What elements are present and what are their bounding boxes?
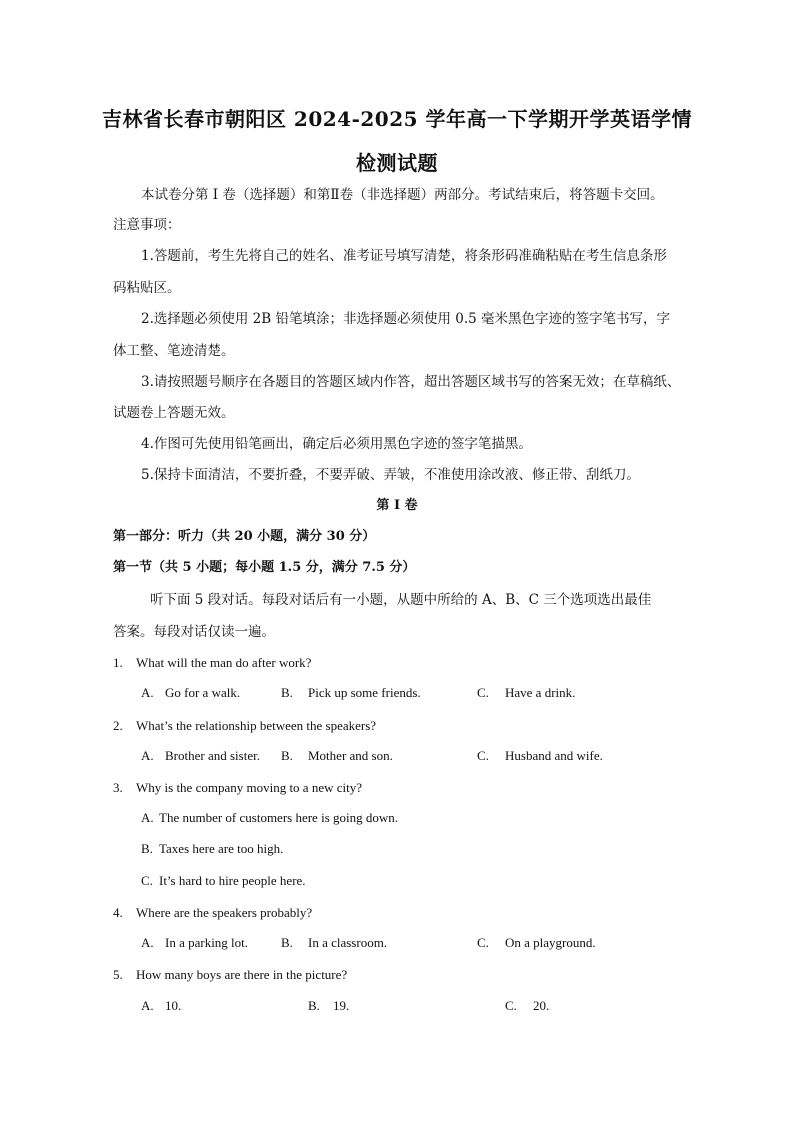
q5-option-c: 20. xyxy=(533,998,550,1013)
instruction-line-1: 听下面 5 段对话。每段对话后有一小题，从题中所给的 A、B、C 三个选项选出最佳 xyxy=(150,592,652,608)
part1-heading: 第一部分：听力（共 20 小题，满分 30 分） xyxy=(113,529,376,544)
q4-option-b-letter: B. xyxy=(281,935,293,950)
q1-option-a-letter: A. xyxy=(141,685,154,700)
q3-option-c: It’s hard to hire people here. xyxy=(159,873,306,888)
q1-option-b: Pick up some friends. xyxy=(308,685,421,700)
q2-option-c: Husband and wife. xyxy=(505,748,603,763)
question-4-text: Where are the speakers probably? xyxy=(136,905,313,920)
q4-option-a: In a parking lot. xyxy=(165,935,249,950)
q3-option-a: The number of customers here is going down. xyxy=(159,810,399,825)
q4-option-b: In a classroom. xyxy=(308,935,388,950)
q3-option-b: Taxes here are too high. xyxy=(159,841,284,856)
question-2-text: What’s the relationship between the speakers? xyxy=(136,718,377,733)
question-1-number: 1. xyxy=(113,655,123,670)
rule-4: 4.作图可先使用铅笔画出，确定后必须用黑色字迹的签字笔描黑。 xyxy=(141,436,532,452)
rule-5: 5.保持卡面清洁，不要折叠，不要弄破、弄皱，不准使用涂改液、修正带、刮纸刀。 xyxy=(141,467,640,483)
volume-heading: 第 I 卷 xyxy=(376,498,418,513)
q1-option-b-letter: B. xyxy=(281,685,293,700)
question-5-text: How many boys are there in the picture? xyxy=(136,967,348,982)
page-title-continued: 检测试题 xyxy=(356,151,438,175)
q5-option-c-letter: C. xyxy=(505,998,517,1013)
rule-2-line-1: 2.选择题必须使用 2B 铅笔填涂；非选择题必须使用 0.5 毫米黑色字迹的签字笔书写，字 xyxy=(141,311,671,327)
q5-option-b: 19. xyxy=(333,998,350,1013)
rule-2-line-2: 体工整、笔迹清楚。 xyxy=(113,343,235,359)
section1-heading: 第一节（共 5 小题；每小题 1.5 分，满分 7.5 分） xyxy=(113,560,416,575)
rule-3-line-1: 3.请按照题号顺序在各题目的答题区域内作答，超出答题区域书写的答案无效；在草稿纸、 xyxy=(141,374,681,390)
rule-3-line-2: 试题卷上答题无效。 xyxy=(113,405,235,421)
q4-option-c-letter: C. xyxy=(477,935,489,950)
instruction-line-2: 答案。每段对话仅读一遍。 xyxy=(113,624,275,640)
q4-option-a-letter: A. xyxy=(141,935,154,950)
q2-option-a: Brother and sister. xyxy=(165,748,260,763)
q1-option-c: Have a drink. xyxy=(505,685,576,700)
q5-option-a: 10. xyxy=(165,998,182,1013)
rule-1-line-2: 码粘贴区。 xyxy=(113,280,181,296)
q5-option-b-letter: B. xyxy=(308,998,320,1013)
rule-1-line-1: 1.答题前，考生先将自己的姓名、准考证号填写清楚，将条形码准确粘贴在考生信息条形 xyxy=(141,248,667,264)
question-3-number: 3. xyxy=(113,780,123,795)
q3-option-b-letter: B. xyxy=(141,841,153,856)
q3-option-c-letter: C. xyxy=(141,873,153,888)
intro-sentence: 本试卷分第 I 卷（选择题）和第Ⅱ卷（非选择题）两部分。考试结束后，将答题卡交回。 xyxy=(141,187,664,203)
q2-option-a-letter: A. xyxy=(141,748,154,763)
question-4-number: 4. xyxy=(113,905,123,920)
q2-option-c-letter: C. xyxy=(477,748,489,763)
q3-option-a-letter: A. xyxy=(141,810,154,825)
question-5-number: 5. xyxy=(113,967,123,982)
notice-heading: 注意事项： xyxy=(113,217,181,233)
q4-option-c: On a playground. xyxy=(505,935,596,950)
q2-option-b-letter: B. xyxy=(281,748,293,763)
question-3-text: Why is the company moving to a new city? xyxy=(136,780,363,795)
q2-option-b: Mother and son. xyxy=(308,748,393,763)
q5-option-a-letter: A. xyxy=(141,998,154,1013)
question-2-number: 2. xyxy=(113,718,123,733)
question-1-text: What will the man do after work? xyxy=(136,655,312,670)
page-title: 吉林省长春市朝阳区 2024-2025 学年高一下学期开学英语学情 xyxy=(101,107,693,131)
q1-option-c-letter: C. xyxy=(477,685,489,700)
q1-option-a: Go for a walk. xyxy=(165,685,241,700)
